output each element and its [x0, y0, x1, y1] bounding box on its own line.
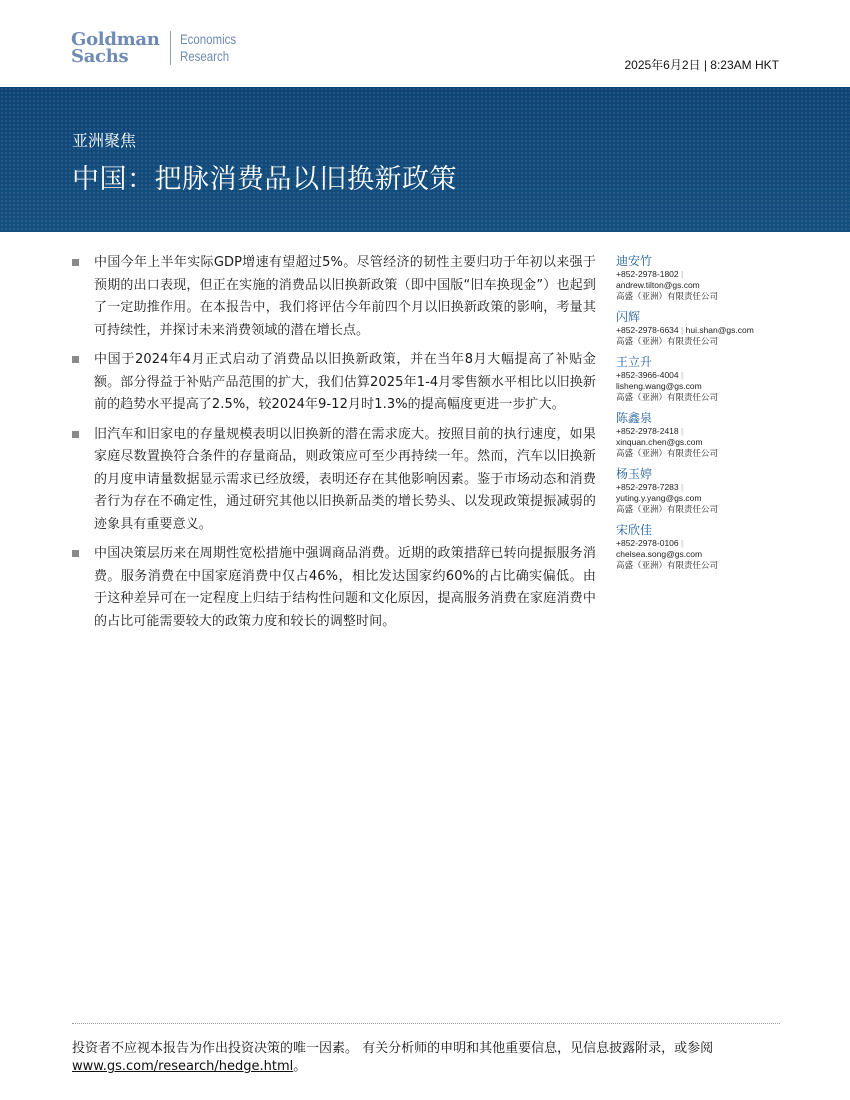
separator: |	[681, 538, 684, 548]
list-item	[72, 349, 596, 417]
separator: |	[681, 269, 684, 279]
author-name[interactable]: 王立升	[616, 355, 653, 369]
disclosure-text: 投资者不应视本报告为作出投资决策的唯一因素。 有关分析师的申明和其他重要信息，见信息披露附录，或参阅	[72, 1041, 714, 1056]
author-email[interactable]: andrew.tilton@gs.com	[616, 280, 700, 290]
bullet-square-icon	[72, 356, 79, 363]
author-card	[616, 355, 786, 403]
disclosure-link[interactable]: www.gs.com/research/hedge.html	[72, 1059, 294, 1074]
author-phone: +852-2978-0106	[616, 538, 679, 548]
author-phone: +852-2978-7283	[616, 482, 679, 492]
separator: |	[681, 482, 684, 492]
bullet-text: 中国今年上半年实际GDP增速有望超过5%。尽管经济的韧性主要归功于年初以来强于预期的出口表现，但正在实施的消费品以旧换新政策（即中国版“旧车换现金”）也起到了一定助推作用。在本报告中，我们将评估今年前四个月以旧换新政策的影响，考量其可持续性，并探讨未来消费领域的潜在增长点。	[94, 255, 596, 338]
author-firm: 高盛（亚洲）有限责任公司	[616, 392, 719, 402]
list-item	[72, 424, 596, 537]
author-card	[616, 411, 786, 459]
author-email[interactable]: xinquan.chen@gs.com	[616, 437, 703, 447]
footer-divider	[72, 1023, 780, 1024]
title-banner	[0, 87, 850, 232]
report-date: 2025年6月2日 | 8:23AM HKT	[624, 58, 779, 72]
separator: |	[681, 426, 684, 436]
list-item	[72, 543, 596, 633]
author-email[interactable]: lisheng.wang@gs.com	[616, 381, 702, 391]
page-title: 中国：把脉消费品以旧换新政策	[72, 164, 457, 195]
brand-wordmark: Goldman Sachs	[71, 29, 160, 67]
list-item	[72, 252, 596, 342]
author-name[interactable]: 杨玉婷	[616, 467, 653, 481]
author-email[interactable]: chelsea.song@gs.com	[616, 549, 703, 559]
author-name[interactable]: 宋欣佳	[616, 523, 653, 537]
author-email[interactable]: yuting.y.yang@gs.com	[616, 493, 702, 503]
author-name[interactable]: 迪安竹	[616, 254, 653, 268]
bullet-text: 旧汽车和旧家电的存量规模表明以旧换新的潜在需求庞大。按照目前的执行速度，如果家庭尽数置换符合条件的存量商品，则政策应可至少再持续一年。然而，汽车以旧换新的月度申请量数据显示需求已经放缓，表明还存在其他影响因素。鉴于市场动态和消费者行为存在不确定性，通过研究其他以旧换新品类的增长势头、以发现政策提振减弱的迹象具有重要意义。	[94, 426, 596, 532]
author-email[interactable]: hui.shan@gs.com	[685, 325, 754, 335]
author-firm: 高盛（亚洲）有限责任公司	[616, 336, 719, 346]
bullet-square-icon	[72, 431, 79, 438]
bullet-text: 中国决策层历来在周期性宽松措施中强调商品消费。近期的政策措辞已转向提振服务消费。服务消费在中国家庭消费中仅占46%，相比发达国家约60%的占比确实偏低。由于这种差异可在一定程度上归结于结构性问题和文化原因，提高服务消费在家庭消费中的占比可能需要较大的政策力度和较长的调整时间。	[94, 546, 596, 629]
separator: |	[681, 370, 684, 380]
series-kicker: 亚洲聚焦	[72, 131, 137, 150]
bullet-square-icon	[72, 550, 79, 557]
logo-divider	[170, 31, 171, 65]
author-card	[616, 523, 786, 571]
goldman-sachs-logo	[71, 31, 248, 65]
author-firm: 高盛（亚洲）有限责任公司	[616, 560, 719, 570]
author-phone: +852-2978-1802	[616, 269, 679, 279]
author-name[interactable]: 陈鑫泉	[616, 411, 653, 425]
author-firm: 高盛（亚洲）有限责任公司	[616, 448, 719, 458]
bullet-text: 中国于2024年4月正式启动了消费品以旧换新政策，并在当年8月大幅提高了补贴金额。部分得益于补贴产品范围的扩大，我们估算2025年1-4月零售额水平相比以旧换新前的趋势水平提高了2.5%，较2024年9-12月时1.3%的提高幅度更进一步扩大。	[94, 352, 596, 412]
separator: |	[681, 325, 684, 335]
key-points	[72, 252, 596, 640]
author-list	[616, 254, 786, 579]
author-firm: 高盛（亚洲）有限责任公司	[616, 291, 719, 301]
author-card	[616, 310, 786, 347]
disclosure-suffix: 。	[293, 1059, 307, 1074]
author-phone: +852-2978-2418	[616, 426, 679, 436]
disclosure-note	[72, 1040, 780, 1076]
author-name[interactable]: 闪辉	[616, 310, 641, 324]
bullet-square-icon	[72, 259, 79, 266]
author-phone: +852-2978-6634	[616, 325, 679, 335]
author-card	[616, 254, 786, 302]
author-firm: 高盛（亚洲）有限责任公司	[616, 504, 719, 514]
author-phone: +852-3966-4004	[616, 370, 679, 380]
author-card	[616, 467, 786, 515]
division-label: Economics Research	[179, 31, 236, 64]
